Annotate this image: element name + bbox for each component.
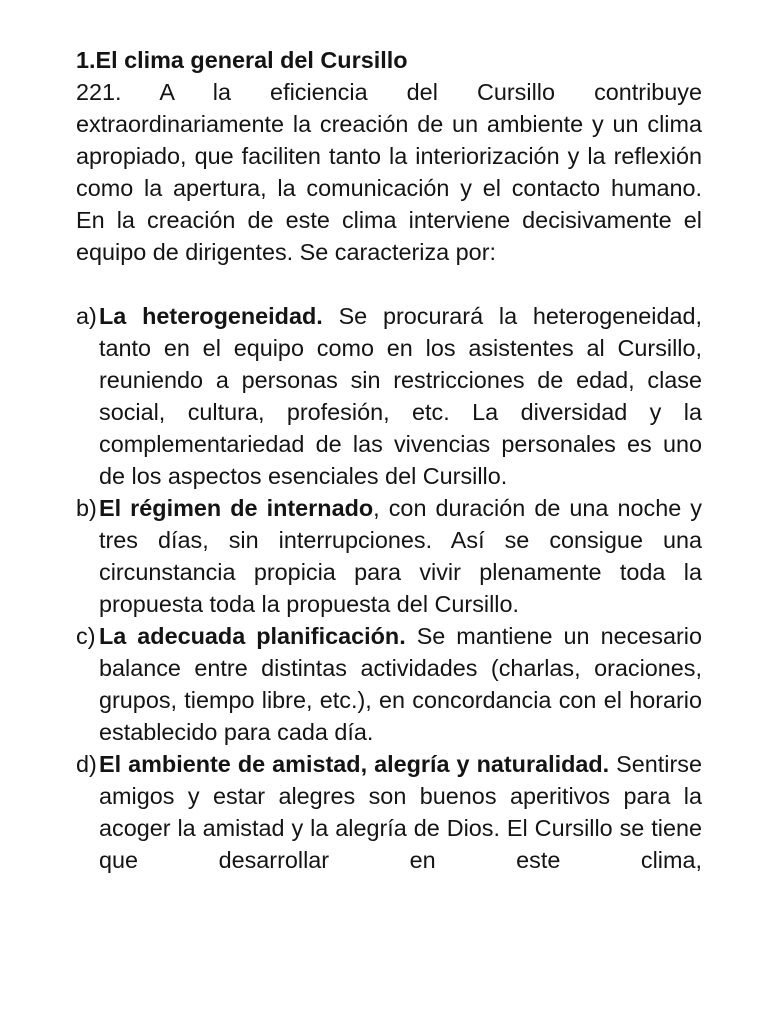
list-item-title: El régimen de internado — [99, 495, 374, 521]
section-heading: 1.El clima general del Cursillo — [76, 47, 408, 73]
list-item-b — [76, 492, 702, 620]
list-marker: b) — [76, 495, 97, 521]
intro-paragraph: 221. A la eficiencia del Cursillo contribuye extraordinariamente la creación de un ambiente y un clima apropiado, que faciliten tanto la interiorización y la reflexión como la apertura, la comunicación y el contacto humano. En la creación de este clima interviene decisivamente el equipo de dirigentes. Se caracteriza por: — [76, 79, 702, 265]
list-marker: d) — [76, 751, 97, 777]
list-item-title: La heterogeneidad. — [99, 303, 323, 329]
list-item-a — [76, 300, 702, 492]
list-marker: a) — [76, 303, 97, 329]
list-item-text: Se procurará la heterogeneidad, tanto en el equipo como en los asistentes al Cursillo, reuniendo a personas sin restricciones de edad, clase social, cultura, profesión, etc. La diversidad y la complementariedad de las vivencias personales es uno de los aspectos esenciales del Cursillo. — [99, 303, 702, 489]
list-item-d — [76, 748, 702, 876]
list-item-text: Se mantiene un necesario balance entre distintas actividades (charlas, oraciones, grupos, tiempo libre, etc.), en concordancia con el horario establecido para cada día. — [99, 623, 702, 745]
document-page — [76, 44, 702, 876]
list-marker: c) — [76, 623, 96, 649]
paragraph-gap — [76, 268, 702, 300]
list-item-c — [76, 620, 702, 748]
list-item-title: El ambiente de amistad, alegría y naturalidad. — [99, 751, 610, 777]
list-item-text: , con duración de una noche y tres días, sin interrupciones. Así se consigue una circunstancia propicia para vivir plenamente toda la propuesta toda la propuesta del Cursillo. — [99, 495, 702, 617]
list-item-text: Sentirse amigos y estar alegres son buenos aperitivos para la acoger la amistad y la alegría de Dios. El Cursillo se tiene que desarrollar en este clima, — [99, 751, 702, 873]
list-item-title: La adecuada planificación. — [99, 623, 406, 649]
